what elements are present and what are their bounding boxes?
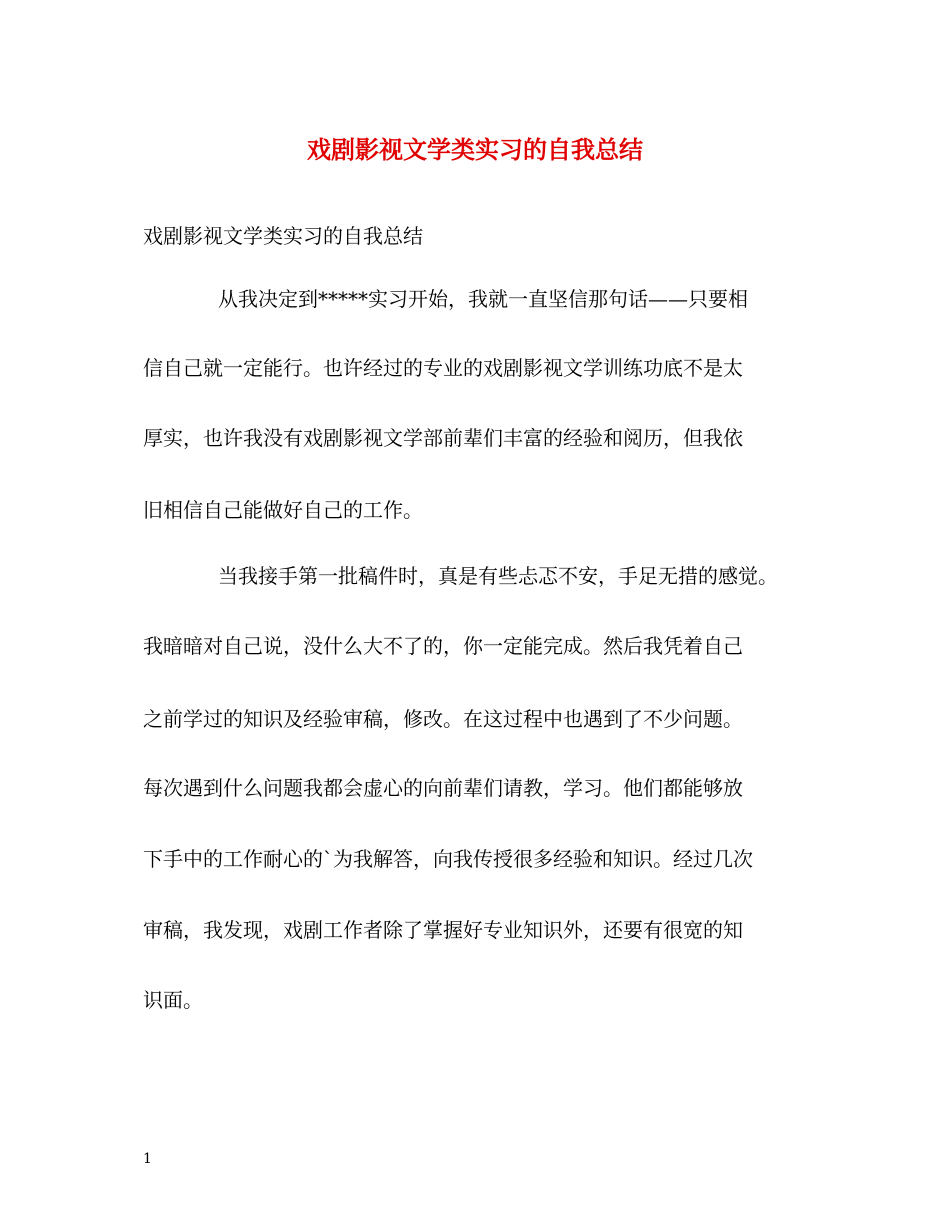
paragraph-line: 我暗暗对自己说，没什么大不了的，你一定能完成。然后我凭着自己 bbox=[143, 634, 743, 658]
paragraph-line: 每次遇到什么问题我都会虚心的向前辈们请教，学习。他们都能够放 bbox=[143, 776, 743, 800]
page-number: 1 bbox=[143, 1151, 152, 1167]
paragraph-line: 旧相信自己能做好自己的工作。 bbox=[143, 498, 423, 522]
paragraph-line: 之前学过的知识及经验审稿，修改。在这过程中也遇到了不少问题。 bbox=[143, 707, 743, 731]
document-title: 戏剧影视文学类实习的自我总结 bbox=[307, 135, 643, 164]
paragraph-line: 信自己就一定能行。也许经过的专业的戏剧影视文学训练功底不是太 bbox=[143, 356, 743, 380]
paragraph-line: 从我决定到*****实习开始，我就一直坚信那句话——只要相 bbox=[218, 287, 748, 311]
paragraph-line: 审稿，我发现，戏剧工作者除了掌握好专业知识外，还要有很宽的知 bbox=[143, 918, 743, 942]
paragraph-line: 下手中的工作耐心的`为我解答，向我传授很多经验和知识。经过几次 bbox=[143, 847, 753, 871]
paragraph-line: 当我接手第一批稿件时，真是有些忐忑不安，手足无措的感觉。 bbox=[218, 564, 778, 588]
document-subtitle: 戏剧影视文学类实习的自我总结 bbox=[143, 224, 423, 248]
paragraph-line: 识面。 bbox=[143, 988, 203, 1012]
paragraph-line: 厚实，也许我没有戏剧影视文学部前辈们丰富的经验和阅历，但我依 bbox=[143, 426, 743, 450]
